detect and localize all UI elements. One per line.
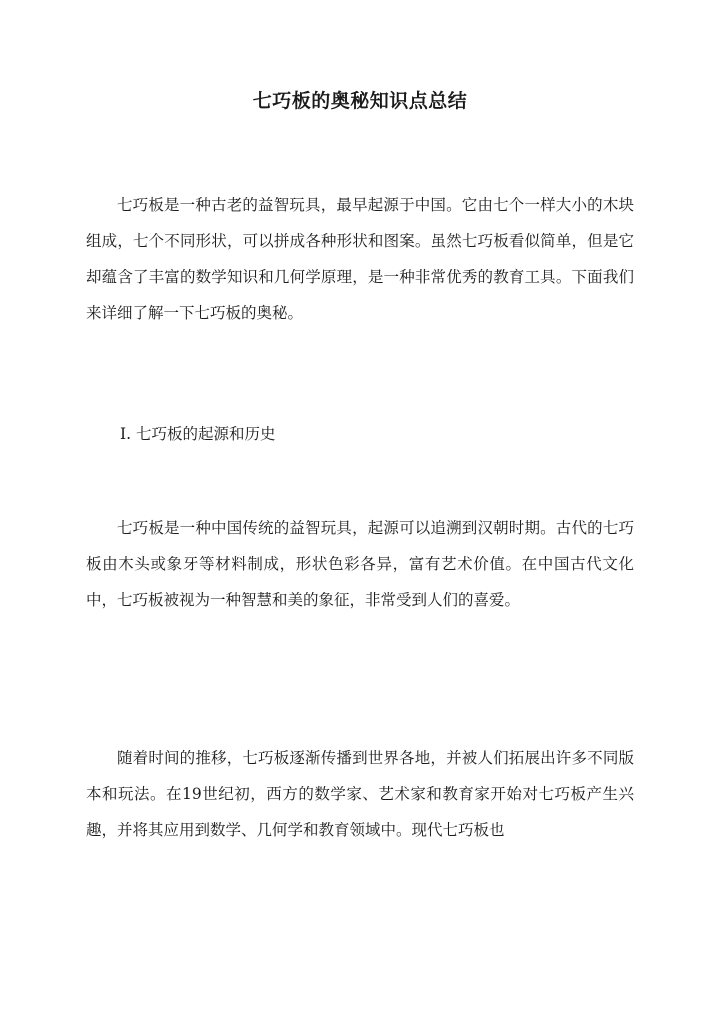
document-title: 七巧板的奥秘知识点总结 bbox=[252, 90, 468, 112]
history-paragraph-1: 七巧板是一种中国传统的益智玩具，起源可以追溯到汉朝时期。古代的七巧板由木头或象牙等材料制成，形状色彩各异，富有艺术价值。在中国古代文化中，七巧板被视为一种智慧和美的象征，非常受到人们的喜爱。 bbox=[86, 519, 634, 609]
section-heading-origin-history: I. 七巧板的起源和历史 bbox=[120, 425, 276, 443]
history-paragraph-2: 随着时间的推移，七巧板逐渐传播到世界各地，并被人们拓展出许多不同版本和玩法。在19世纪初，西方的数学家、艺术家和教育家开始对七巧板产生兴趣，并将其应用到数学、几何学和教育领域中。现代七巧板也 bbox=[86, 749, 634, 839]
intro-paragraph: 七巧板是一种古老的益智玩具，最早起源于中国。它由七个一样大小的木块组成，七个不同形状，可以拼成各种形状和图案。虽然七巧板看似简单，但是它却蕴含了丰富的数学知识和几何学原理，是一种非常优秀的教育工具。下面我们来详细了解一下七巧板的奥秘。 bbox=[86, 196, 634, 322]
